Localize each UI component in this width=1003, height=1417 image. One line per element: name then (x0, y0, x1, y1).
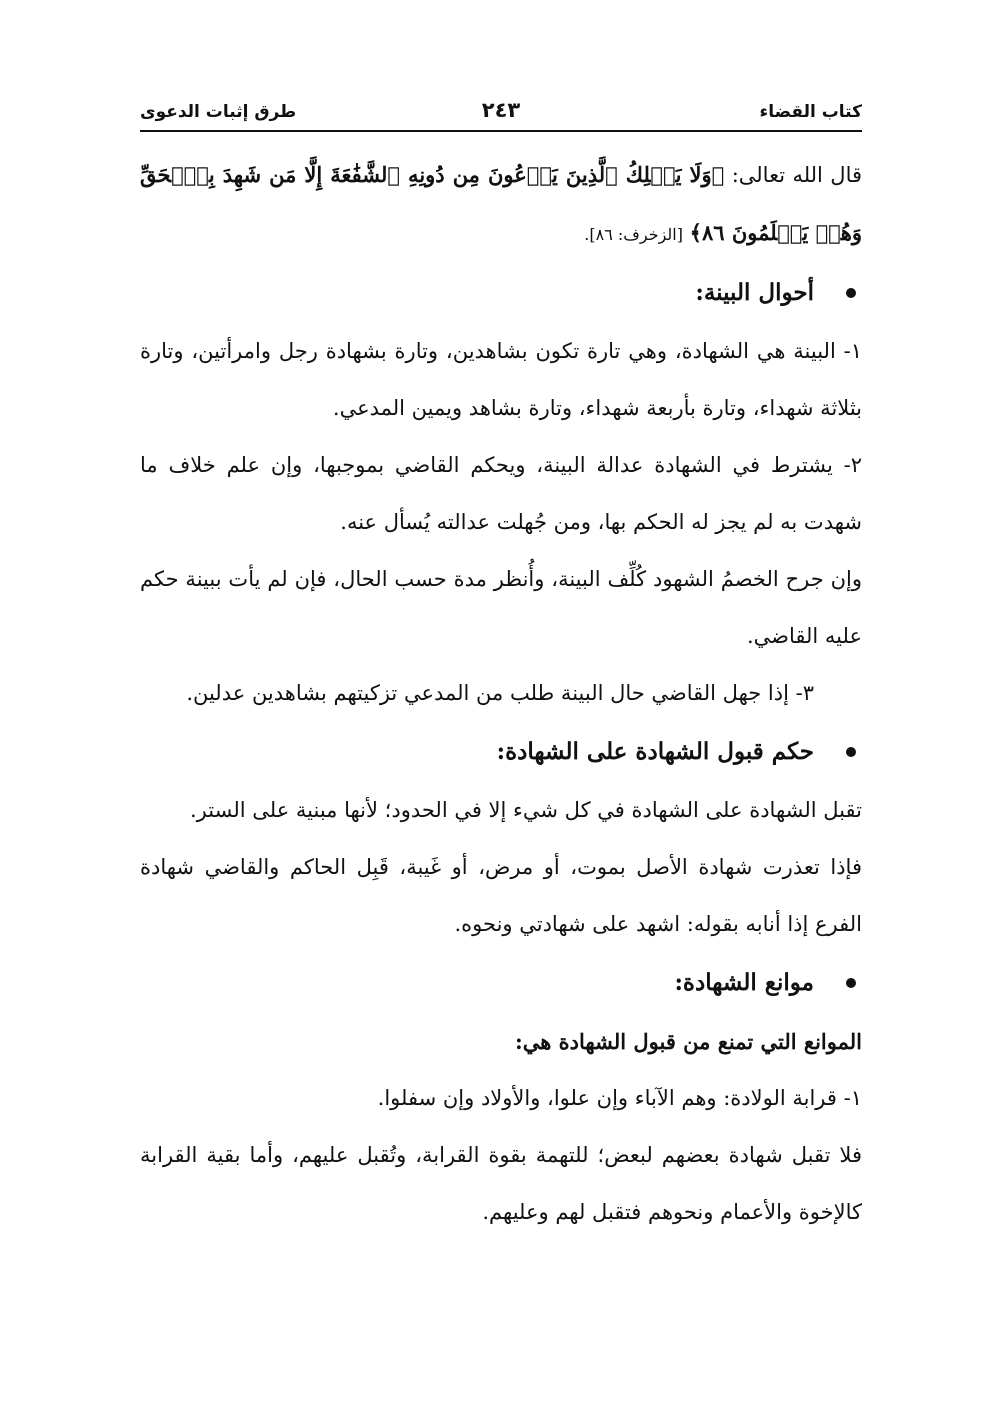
numbered-paragraph: ٢- يشترط في الشهادة عدالة البينة، ويحكم القاضي بموجبها، وإن علم خلاف ما شهدت به لم يجز له الحكم بها، ومن جُهلت عدالته يُسأل عنه. (140, 453, 862, 534)
bullet-icon (846, 288, 856, 298)
bullet-icon (846, 978, 856, 988)
paragraph: تقبل الشهادة على الشهادة في كل شيء إلا في الحدود؛ لأنها مبنية على الستر. (190, 798, 862, 822)
section-title: موانع الشهادة: (674, 969, 814, 996)
header-book-title: كتاب القضاء (759, 102, 862, 122)
section-heading (140, 722, 862, 782)
verse-paragraph (140, 146, 862, 263)
section-title: حكم قبول الشهادة على الشهادة: (496, 738, 814, 765)
section-heading (140, 953, 862, 1013)
bullet-icon (846, 747, 856, 757)
page-number: ٢٤٣ (481, 98, 521, 122)
verse-reference: [الزخرف: ٨٦]. (584, 225, 683, 244)
quran-verse: ﴿وَلَا يَمۡلِكُ ٱلَّذِينَ يَدۡعُونَ مِن دُونِهِ ٱلشَّفَٰعَةَ إِلَّا مَن شَهِدَ بِٱلۡحَقِّ وَهُمۡ يَعۡلَمُونَ ٨٦﴾ (140, 162, 862, 245)
page-body (140, 146, 862, 1241)
paragraph: فلا تقبل شهادة بعضهم لبعض؛ للتهمة بقوة القرابة، وتُقبل عليهم، وأما بقية القرابة كالإخوة والأعمام ونحوهم فتقبل لهم وعليهم. (140, 1143, 862, 1224)
numbered-paragraph: ٣- إذا جهل القاضي حال البينة طلب من المدعي تزكيتهم بشاهدين عدلين. (186, 681, 814, 705)
paragraph: فإذا تعذرت شهادة الأصل بموت، أو مرض، أو غَيبة، قَبِل الحاكم والقاضي شهادة الفرع إذا أنابه بقوله: اشهد على شهادتي ونحوه. (140, 855, 862, 936)
numbered-paragraph: ١- البينة هي الشهادة، وهي تارة تكون بشاهدين، وتارة بشهادة رجل وامرأتين، وتارة بثلاثة شهداء، وتارة بأربعة شهداء، وتارة بشاهد ويمين المدعي. (140, 339, 862, 420)
section-heading (140, 263, 862, 323)
numbered-paragraph: ١- قرابة الولادة: وهم الآباء وإن علوا، والأولاد وإن سفلوا. (377, 1086, 862, 1110)
running-header (140, 98, 862, 132)
header-section-title: طرق إثبات الدعوى (140, 102, 297, 122)
subheading: الموانع التي تمنع من قبول الشهادة هي: (515, 1029, 862, 1054)
verse-intro: قال الله تعالى: (731, 163, 863, 187)
header-divider (140, 130, 862, 132)
section-title: أحوال البينة: (695, 279, 814, 306)
paragraph: وإن جرح الخصمُ الشهود كُلِّف البينة، وأُنظر مدة حسب الحال، فإن لم يأت ببينة حكم عليه القاضي. (140, 567, 862, 648)
